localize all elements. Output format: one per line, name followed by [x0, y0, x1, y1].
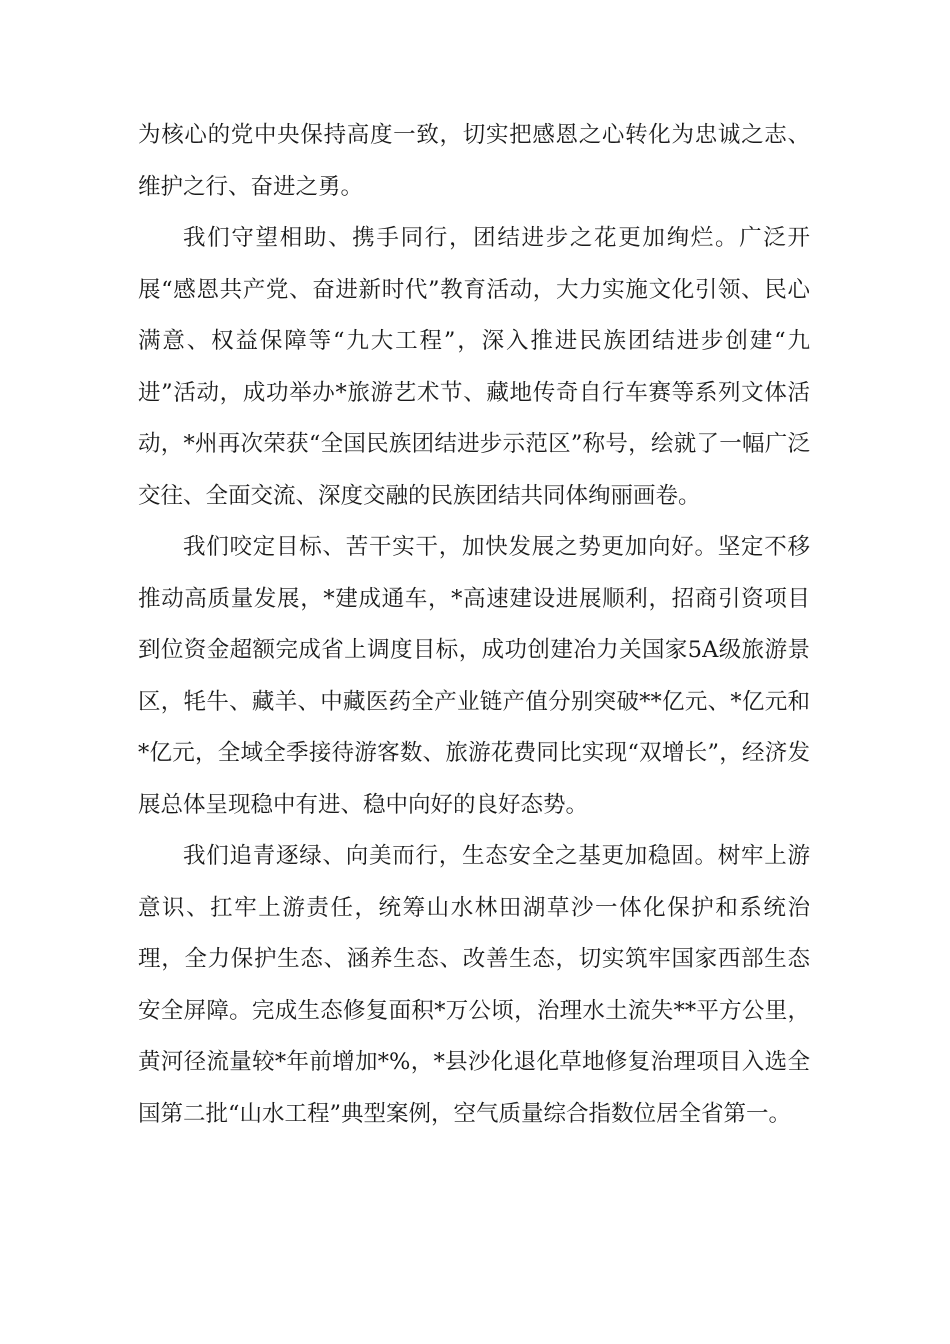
paragraph-unity-progress: 我们守望相助、携手同行，团结进步之花更加绚烂。广泛开展“感恩共产党、奋进新时代”教育活动，大力实施文化引领、民心满意、权益保障等“九大工程”，深入推进民族团结进步创建“九进”活动，成功举办*旅游艺术节、藏地传奇自行车赛等系列文体活动，*州再次荣获“全国民族团结进步示范区”称号，绘就了一幅广泛交往、全面交流、深度交融的民族团结共同体绚丽画卷。	[138, 225, 810, 509]
document-body	[138, 110, 810, 1140]
paragraph-development: 我们咬定目标、苦干实干，加快发展之势更加向好。坚定不移推动高质量发展，*建成通车，*高速建设进展顺利，招商引资项目到位资金超额完成省上调度目标，成功创建冶力关国家5A级旅游景区，牦牛、藏羊、中藏医药全产业链产值分别突破**亿元、*亿元和*亿元，全域全季接待游客数、旅游花费同比实现“双增长”，经济发展总体呈现稳中有进、稳中向好的良好态势。	[138, 534, 810, 818]
paragraph-continuation: 为核心的党中央保持高度一致，切实把感恩之心转化为忠诚之志、维护之行、奋进之勇。	[138, 122, 810, 200]
paragraph-ecology: 我们追青逐绿、向美而行，生态安全之基更加稳固。树牢上游意识、扛牢上游责任，统筹山水林田湖草沙一体化保护和系统治理，全力保护生态、涵养生态、改善生态，切实筑牢国家西部生态安全屏障。完成生态修复面积*万公顷，治理水土流失**平方公里，黄河径流量较*年前增加*%，*县沙化退化草地修复治理项目入选全国第二批“山水工程”典型案例，空气质量综合指数位居全省第一。	[138, 843, 810, 1127]
